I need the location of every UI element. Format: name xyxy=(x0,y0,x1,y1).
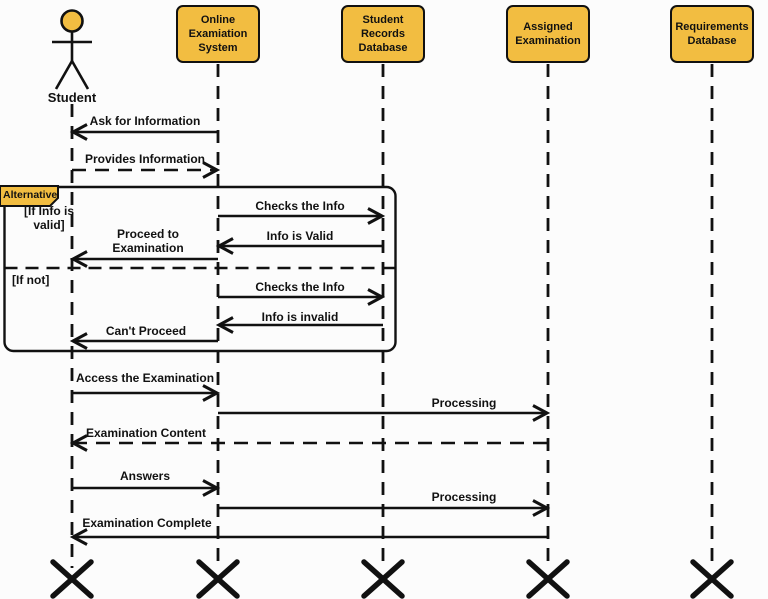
message-label-answers: Answers xyxy=(119,469,171,483)
destroy-x-student-records-database xyxy=(364,562,402,596)
destroy-x-assigned-examination xyxy=(529,562,567,596)
message-label-info-is-invalid: Info is invalid xyxy=(261,310,339,324)
message-label-info-is-valid: Info is Valid xyxy=(266,229,334,243)
guard-if-info-valid: [If Info is valid] xyxy=(24,204,74,233)
message-label-examination-content: Examination Content xyxy=(85,426,207,440)
message-label-processing-2: Processing xyxy=(431,490,497,504)
participant-student-records-database: Student Records Database xyxy=(341,5,425,63)
message-label-proceed-to-examination: Proceed to Examination xyxy=(112,227,184,255)
participant-online-examination-system: Online Examiation System xyxy=(176,5,260,63)
actor-student-icon xyxy=(52,11,92,90)
message-label-checks-the-info-1: Checks the Info xyxy=(255,199,345,213)
destroy-x-online-examination-system xyxy=(199,562,237,596)
message-label-access-the-examination: Access the Examination xyxy=(75,371,215,385)
message-label-checks-the-info-2: Checks the Info xyxy=(255,280,345,294)
message-label-examination-complete: Examination Complete xyxy=(82,516,212,530)
message-label-provides-information: Provides Information xyxy=(84,152,206,166)
participant-student-label: Student xyxy=(47,90,97,105)
alt-fragment-label: Alternative xyxy=(3,189,58,201)
message-label-processing-1: Processing xyxy=(431,396,497,410)
guard-if-not: [If not] xyxy=(12,273,50,287)
participant-requirements-database: Requirements Database xyxy=(670,5,754,63)
destroy-x-requirements-database xyxy=(693,562,731,596)
participant-assigned-examination: Assigned Examination xyxy=(506,5,590,63)
arrow-access-the-examination xyxy=(72,386,217,401)
arrow-examination-complete xyxy=(73,530,548,545)
message-label-cant-proceed: Can't Proceed xyxy=(105,324,187,338)
message-label-ask-for-information: Ask for Information xyxy=(89,114,201,128)
